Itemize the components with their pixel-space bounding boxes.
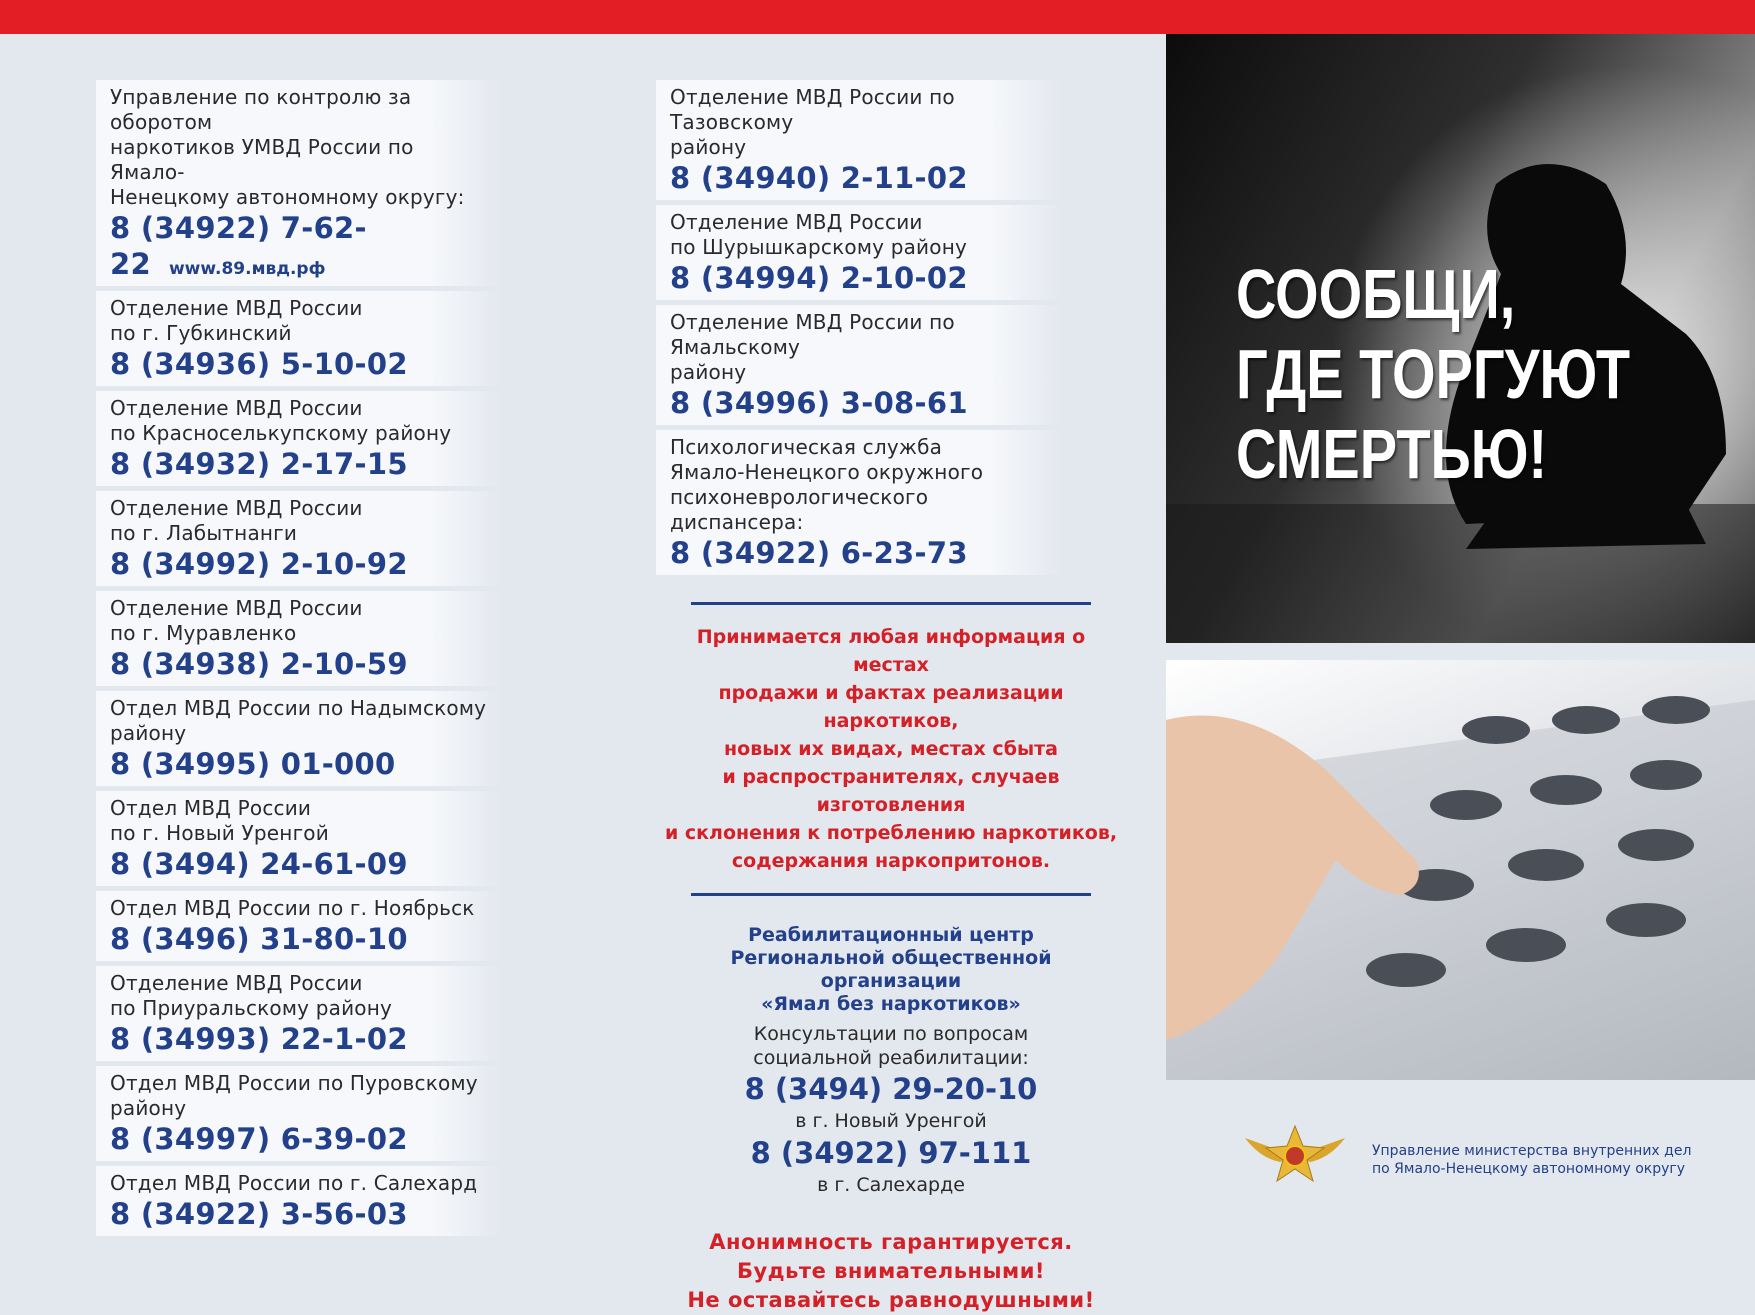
info-paragraph [656, 623, 1126, 875]
slogan-heading: СООБЩИ, ГДЕ ТОРГУЮТ СМЕРТЬЮ! [1236, 255, 1631, 493]
closing-line: Не оставайтесь равнодушными! [687, 1288, 1095, 1312]
contact-phone: 8 (34922) 7-62-22 [110, 211, 367, 281]
contact-label: Отделение МВД России по Ямальскому району [670, 310, 955, 384]
info-line: продажи и фактах реализации наркотиков, [718, 682, 1064, 732]
contact-entry [96, 491, 504, 586]
contact-phone: 8 (34995) 01-000 [110, 747, 396, 781]
contact-phone: 8 (34936) 5-10-02 [110, 347, 408, 381]
mvd-emblem-icon [1240, 1118, 1350, 1193]
contact-entry [96, 791, 504, 886]
contact-entry [96, 691, 504, 786]
contact-label: Отделение МВД России по Красноселькупскому району [110, 396, 452, 445]
rehab-city: в г. Салехарде [817, 1174, 965, 1196]
contact-phone: 8 (34992) 2-10-92 [110, 547, 408, 581]
photo-phone-keypad [1166, 660, 1755, 1080]
rehab-subtitle-line: социальной реабилитации: [753, 1047, 1029, 1069]
contact-entry [96, 391, 504, 486]
contact-entry [96, 891, 504, 961]
ministry-caption: Управление министерства внутренних дел по Ямало-Ненецкому автономному округу [1372, 1143, 1692, 1177]
contact-entry [96, 1166, 504, 1236]
info-line: и склонения к потреблению наркотиков, [664, 822, 1118, 844]
contact-entry-umvd [96, 80, 504, 286]
contact-phone: 8 (34932) 2-17-15 [110, 447, 408, 481]
contact-label: Отделение МВД России по г. Лабытнанги [110, 496, 363, 545]
contact-label: Отдел МВД России по Надымскому району [110, 696, 487, 745]
contact-phone: 8 (34922) 3-56-03 [110, 1197, 408, 1231]
rehab-title-line: организации [820, 970, 962, 992]
rehab-subtitle-line: Консультации по вопросам [753, 1023, 1029, 1045]
contact-phone: 8 (34997) 6-39-02 [110, 1122, 408, 1156]
contact-entry [96, 591, 504, 686]
info-line: Принимается любая информация о местах [696, 626, 1086, 676]
contact-entry [96, 1066, 504, 1161]
contact-label: Отделение МВД России по г. Губкинский [110, 296, 363, 345]
website-link[interactable]: www.89.мвд.рф [168, 259, 326, 279]
contact-label: Отдел МВД России по г. Ноябрьск [110, 896, 475, 920]
closing-line: Будьте внимательными! [736, 1259, 1046, 1283]
contact-label: Управление по контролю за оборотом наркотиков УМВД России по Ямало- Ненецкому автономному округу: [110, 85, 465, 209]
contact-phone: 8 (34940) 2-11-02 [670, 161, 968, 195]
contact-phone: 8 (34938) 2-10-59 [110, 647, 408, 681]
contact-label: Отдел МВД России по г. Новый Уренгой [110, 796, 329, 845]
contact-phone: 8 (34993) 22-1-02 [110, 1022, 408, 1056]
middle-column [656, 80, 1126, 1315]
contact-phone: 8 (34922) 6-23-73 [670, 536, 968, 570]
rehab-title-line: «Ямал без наркотиков» [761, 993, 1021, 1015]
rehab-city: в г. Новый Уренгой [795, 1110, 987, 1132]
contact-phone: 8 (34996) 3-08-61 [670, 386, 968, 420]
closing-message [656, 1228, 1126, 1315]
rehab-phone: 8 (3494) 29-20-10 [744, 1072, 1038, 1106]
info-line: новых их видах, местах сбыта [724, 738, 1058, 760]
photo-hooded-person [1166, 34, 1755, 643]
left-contacts-column [96, 80, 536, 1241]
contact-label: Отдел МВД России по Пуровскому району [110, 1071, 478, 1120]
contact-label: Отделение МВД России по Приуральскому району [110, 971, 393, 1020]
contact-entry [96, 291, 504, 386]
rehab-title-line: Реабилитационный центр [748, 924, 1034, 946]
contact-phone: 8 (3496) 31-80-10 [110, 922, 408, 956]
top-red-bar [0, 0, 1755, 34]
contact-label: Психологическая служба Ямало-Ненецкого окружного психоневрологического диспансера: [670, 435, 984, 534]
contact-entry [656, 205, 1064, 300]
rehab-phone: 8 (34922) 97-111 [750, 1136, 1032, 1170]
contact-entry [96, 966, 504, 1061]
rehab-center-block [656, 924, 1126, 1198]
closing-line: Анонимность гарантируется. [709, 1230, 1073, 1254]
contact-label: Отделение МВД России по Тазовскому району [670, 85, 955, 159]
info-line: содержания наркопритонов. [731, 850, 1051, 872]
phone-keypad-image [1166, 660, 1755, 1080]
contact-label: Отделение МВД России по Шурышкарскому району [670, 210, 968, 259]
rehab-title-line: Региональной общественной [730, 947, 1052, 969]
contact-label: Отделение МВД России по г. Муравленко [110, 596, 363, 645]
contact-entry-psych [656, 430, 1064, 575]
contact-phone: 8 (3494) 24-61-09 [110, 847, 408, 881]
contact-entry [656, 80, 1064, 200]
contact-phone: 8 (34994) 2-10-02 [670, 261, 968, 295]
info-line: и распространителях, случаев изготовления [722, 766, 1060, 816]
contact-entry [656, 305, 1064, 425]
contact-label: Отдел МВД России по г. Салехард [110, 1171, 478, 1195]
